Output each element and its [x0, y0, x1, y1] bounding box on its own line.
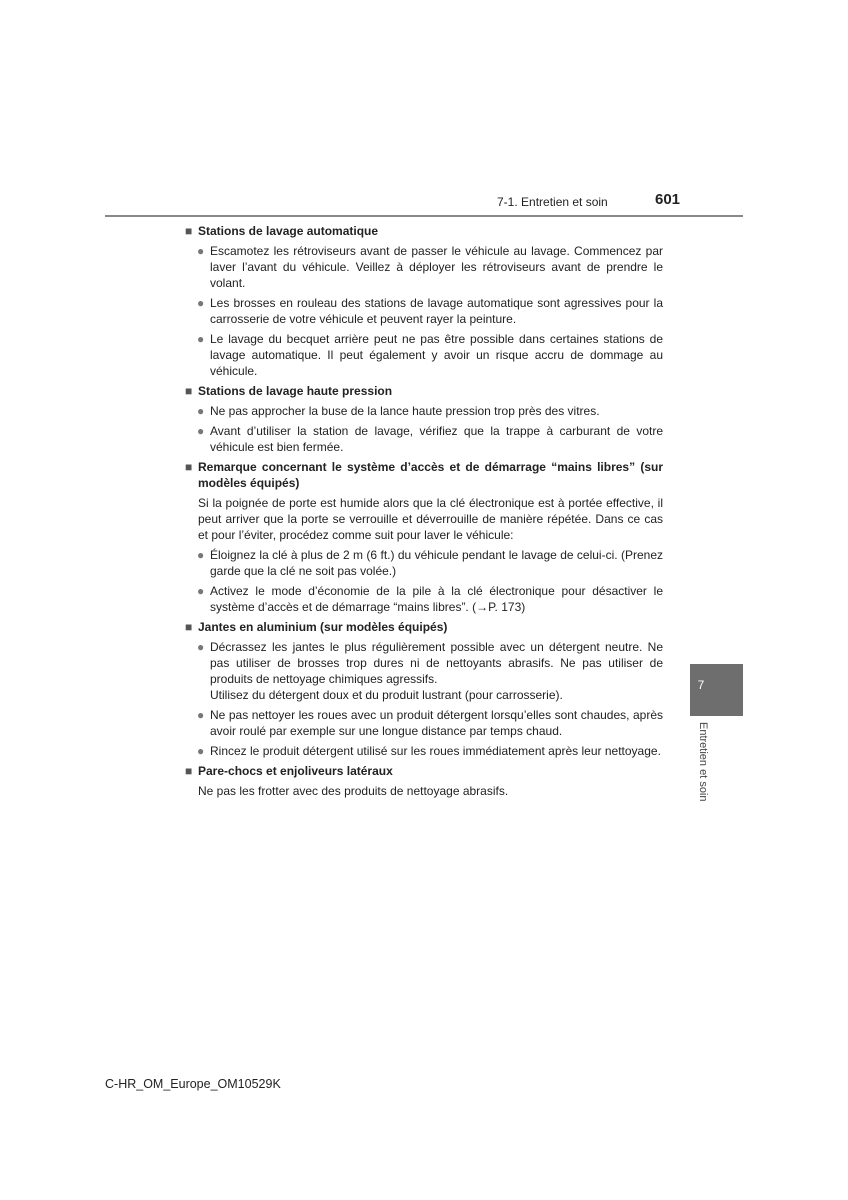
list-item-text: Éloignez la clé à plus de 2 m (6 ft.) du véhicule pendant le lavage de celui-ci. (Prenez garde que la clé ne soit pas volée.)	[210, 548, 663, 578]
list-item-text: Le lavage du becquet arrière peut ne pas être possible dans certaines stations de lavage automatique. Il peut également y avoir un risque accru de dommage au véhicule.	[210, 332, 663, 378]
section-title: Jantes en aluminium (sur modèles équipés)	[198, 620, 448, 634]
square-bullet-icon: ■	[185, 384, 193, 398]
list-item-text: Ne pas nettoyer les roues avec un produit détergent lorsqu’elles sont chaudes, après avoir roulé par exemple sur une longue distance par temps chaud.	[210, 708, 663, 738]
square-bullet-icon: ■	[185, 460, 193, 474]
section-title: Stations de lavage haute pression	[198, 384, 393, 398]
list-item-text: Ne pas approcher la buse de la lance haute pression trop près des vitres.	[210, 404, 600, 418]
section-heading	[185, 619, 663, 635]
section-title: Pare-chocs et enjoliveurs latéraux	[198, 764, 393, 778]
section-automatic-car-wash	[185, 223, 663, 379]
list-item	[197, 423, 663, 455]
chapter-section-title: 7-1. Entretien et soin	[497, 195, 608, 209]
square-bullet-icon: ■	[185, 224, 193, 238]
circle-bullet-icon: ●	[197, 404, 205, 418]
circle-bullet-icon: ●	[197, 424, 205, 438]
list-item-text: Les brosses en rouleau des stations de lavage automatique sont agressives pour la carrosserie de votre véhicule et peuvent rayer la peinture.	[210, 296, 663, 326]
list-item-text: Activez le mode d’économie de la pile à la clé électronique pour désactiver le système d’accès et de démarrage “mains libres”. (→P. 173)	[210, 584, 663, 614]
chapter-tab-number: 7	[697, 678, 705, 692]
list-item	[197, 743, 663, 759]
circle-bullet-icon: ●	[197, 640, 205, 654]
section-paragraph: Ne pas les frotter avec des produits de nettoyage abrasifs.	[198, 784, 509, 798]
section-smart-entry-note	[185, 459, 663, 615]
list-item	[197, 583, 663, 615]
circle-bullet-icon: ●	[197, 584, 205, 598]
square-bullet-icon: ■	[185, 620, 193, 634]
list-item	[197, 331, 663, 379]
document-code: C-HR_OM_Europe_OM10529K	[105, 1077, 281, 1091]
section-heading	[185, 383, 663, 399]
list-item-text-extra: Utilisez du détergent doux et du produit lustrant (pour carrosserie).	[210, 688, 563, 702]
circle-bullet-icon: ●	[197, 548, 205, 562]
section-bumpers-trim	[185, 763, 663, 799]
page-content	[185, 223, 663, 803]
page-number: 601	[655, 191, 681, 208]
section-paragraph: Si la poignée de porte est humide alors que la clé électronique est à portée effective, il peut arriver que la porte se verrouille et déverrouille de manière répétée. Dans ce cas et pour l’éviter, procédez comme suit pour laver le véhicule:	[198, 496, 663, 542]
list-item	[197, 707, 663, 739]
list-item	[197, 639, 663, 703]
list-item-text: Rincez le produit détergent utilisé sur les roues immédiatement après leur nettoyage.	[210, 744, 661, 758]
section-title: Remarque concernant le système d’accès et de démarrage “mains libres” (sur modèles équipés)	[198, 460, 663, 490]
square-bullet-icon: ■	[185, 764, 193, 778]
circle-bullet-icon: ●	[197, 744, 205, 758]
list-item-text	[210, 639, 663, 703]
section-aluminum-wheels	[185, 619, 663, 759]
list-item	[197, 403, 663, 419]
list-item	[197, 295, 663, 327]
list-item-text: Avant d’utiliser la station de lavage, vérifiez que la trappe à carburant de votre véhicule est bien fermée.	[210, 424, 663, 454]
header-divider	[105, 215, 743, 217]
section-title: Stations de lavage automatique	[198, 224, 379, 238]
section-heading	[185, 763, 663, 779]
section-high-pressure-wash	[185, 383, 663, 455]
chapter-tab	[690, 664, 743, 716]
list-item-text: Escamotez les rétroviseurs avant de passer le véhicule au lavage. Commencez par laver l’avant du véhicule. Veillez à déployer les rétroviseurs avant de prendre le volant.	[210, 244, 663, 290]
list-item	[197, 243, 663, 291]
list-item	[197, 547, 663, 579]
section-heading	[185, 223, 663, 239]
circle-bullet-icon: ●	[197, 296, 205, 310]
list-item-text-main: Décrassez les jantes le plus régulièrement possible avec un détergent neutre. Ne pas utiliser de brosses trop dures ni de nettoyants abrasifs. Ne pas utiliser de produits de nettoyage chimiques agressifs.	[210, 640, 663, 686]
circle-bullet-icon: ●	[197, 708, 205, 722]
circle-bullet-icon: ●	[197, 244, 205, 258]
section-heading	[185, 459, 663, 491]
circle-bullet-icon: ●	[197, 332, 205, 346]
chapter-tab-label: Entretien et soin	[697, 722, 709, 802]
